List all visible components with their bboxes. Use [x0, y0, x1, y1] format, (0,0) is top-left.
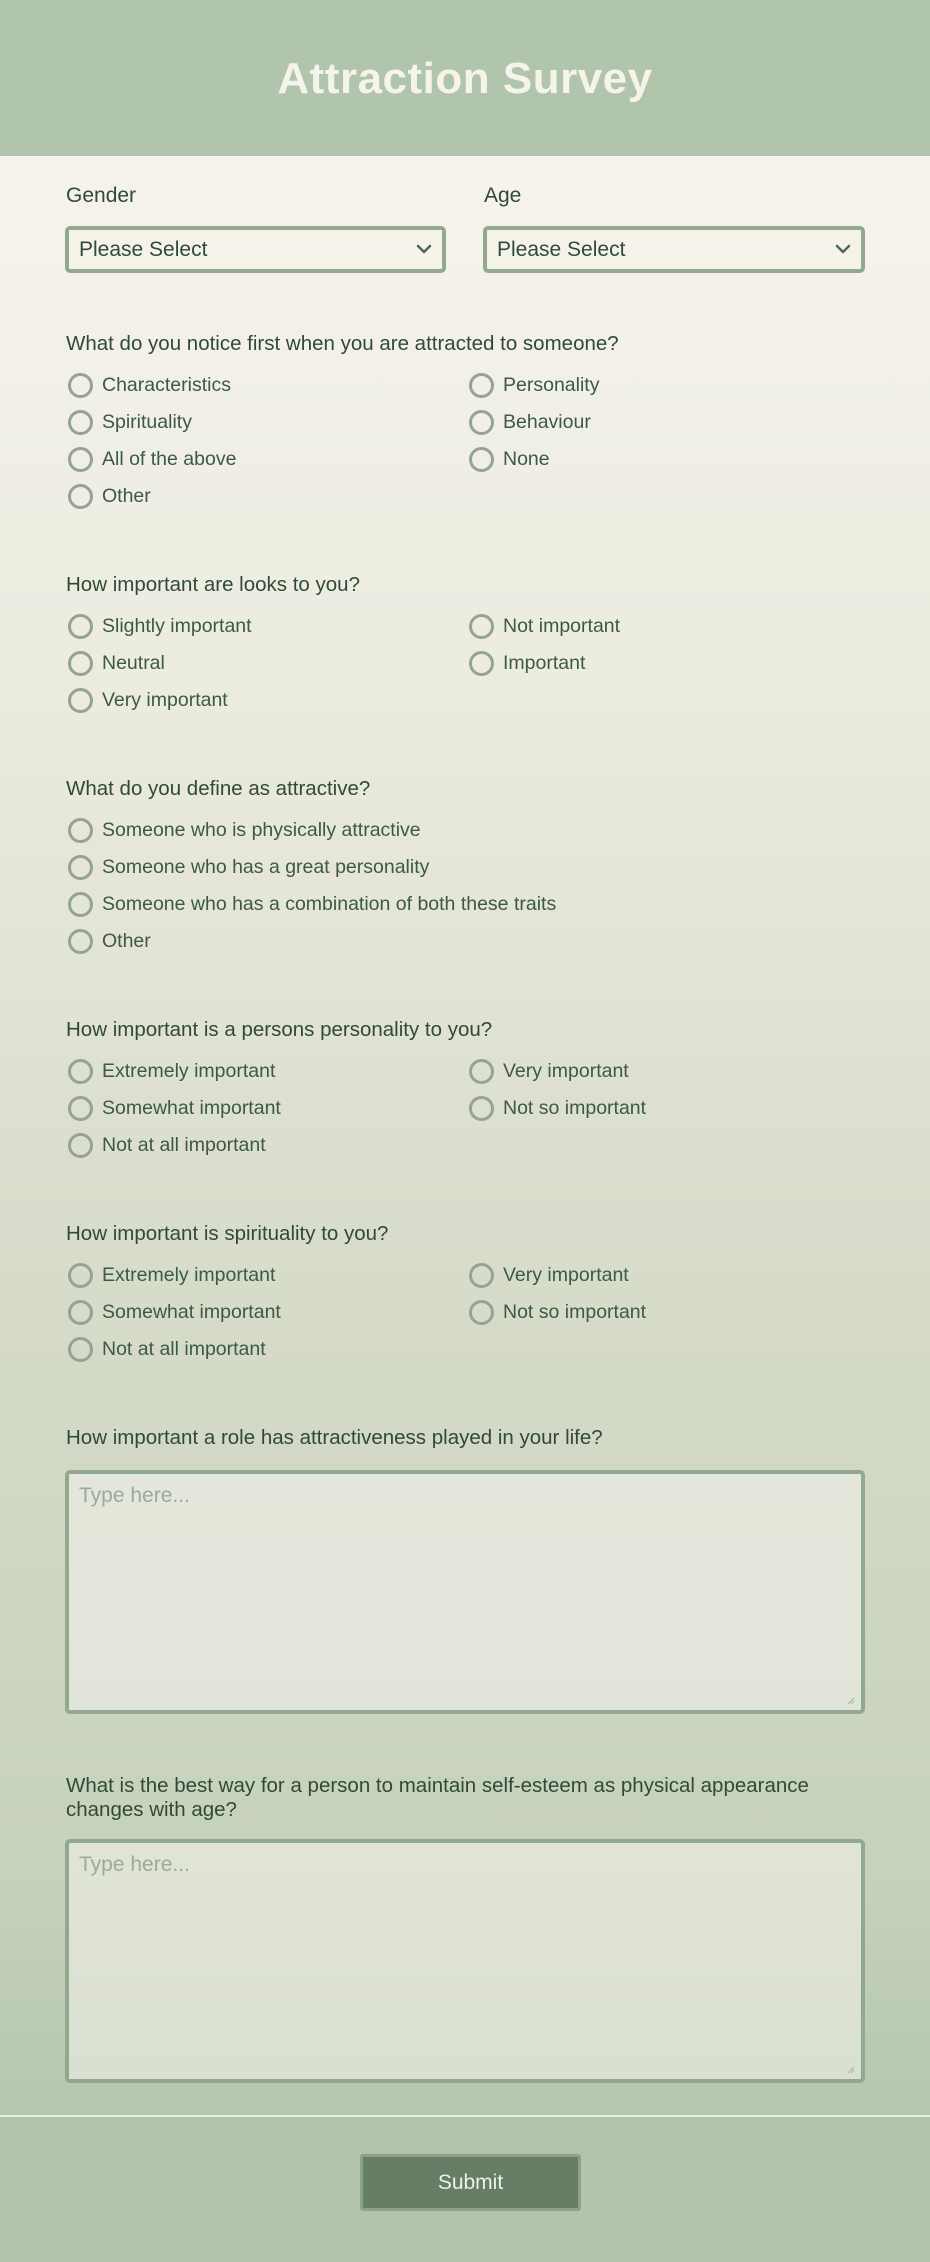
- radio-option[interactable]: [469, 1300, 646, 1325]
- radio-option[interactable]: [68, 447, 236, 472]
- radio-label: Not so important: [503, 1301, 647, 1323]
- radio-label: Other: [102, 485, 151, 507]
- radio-button[interactable]: [68, 373, 93, 398]
- radio-button[interactable]: [469, 447, 494, 472]
- radio-label: Personality: [503, 374, 600, 396]
- radio-button[interactable]: [469, 651, 494, 676]
- radio-option[interactable]: [469, 1096, 646, 1121]
- radio-button[interactable]: [68, 651, 93, 676]
- radio-button[interactable]: [469, 373, 494, 398]
- radio-option[interactable]: [68, 855, 429, 880]
- gender-select[interactable]: [65, 226, 446, 273]
- radio-label: Someone who has a combination of both these traits: [102, 893, 557, 915]
- attractiveness-role-textarea[interactable]: [65, 1470, 865, 1714]
- radio-label: Somewhat important: [102, 1301, 281, 1323]
- radio-label: None: [503, 448, 550, 470]
- radio-button[interactable]: [68, 484, 93, 509]
- survey-header: [0, 0, 930, 156]
- radio-label: Characteristics: [102, 374, 231, 396]
- radio-button[interactable]: [68, 1133, 93, 1158]
- radio-option[interactable]: [469, 410, 591, 435]
- radio-option[interactable]: [68, 1337, 266, 1362]
- chevron-down-icon: [416, 242, 432, 256]
- radio-label: Extremely important: [102, 1060, 276, 1082]
- resize-grip-icon[interactable]: [847, 2066, 855, 2074]
- submit-button[interactable]: Submit: [360, 2154, 581, 2211]
- question-define-attractive: What do you define as attractive?: [66, 777, 371, 800]
- radio-option[interactable]: [68, 373, 231, 398]
- radio-button[interactable]: [68, 447, 93, 472]
- radio-button[interactable]: [68, 1059, 93, 1084]
- gender-label: Gender: [66, 184, 137, 207]
- radio-option[interactable]: [469, 447, 550, 472]
- page-title: Attraction Survey: [277, 54, 653, 103]
- question-personality-importance: How important is a persons personality to you?: [66, 1018, 493, 1041]
- radio-button[interactable]: [68, 688, 93, 713]
- radio-button[interactable]: [68, 1337, 93, 1362]
- radio-label: Very important: [102, 689, 228, 711]
- radio-button[interactable]: [469, 1059, 494, 1084]
- radio-option[interactable]: [68, 614, 252, 639]
- radio-option[interactable]: [68, 484, 151, 509]
- radio-option[interactable]: [68, 892, 556, 917]
- radio-label: Someone who is physically attractive: [102, 819, 421, 841]
- radio-button[interactable]: [469, 410, 494, 435]
- radio-button[interactable]: [68, 614, 93, 639]
- resize-grip-icon[interactable]: [847, 1697, 855, 1705]
- radio-button[interactable]: [68, 410, 93, 435]
- radio-button[interactable]: [68, 892, 93, 917]
- radio-option[interactable]: [469, 614, 620, 639]
- radio-label: Neutral: [102, 652, 165, 674]
- self-esteem-textarea[interactable]: [65, 1839, 865, 2083]
- chevron-down-icon: [835, 242, 851, 256]
- radio-label: Very important: [503, 1060, 629, 1082]
- gender-select-value: Please Select: [79, 237, 208, 261]
- radio-button[interactable]: [68, 855, 93, 880]
- radio-option[interactable]: [469, 1059, 629, 1084]
- radio-button[interactable]: [68, 1096, 93, 1121]
- radio-option[interactable]: [68, 688, 228, 713]
- age-label: Age: [484, 184, 522, 207]
- radio-label: Important: [503, 652, 586, 674]
- radio-button[interactable]: [469, 614, 494, 639]
- radio-option[interactable]: [68, 410, 192, 435]
- radio-label: Not important: [503, 615, 621, 637]
- radio-label: Not so important: [503, 1097, 647, 1119]
- radio-label: Not at all important: [102, 1134, 266, 1156]
- radio-label: Slightly important: [102, 615, 252, 637]
- radio-option[interactable]: [469, 651, 585, 676]
- radio-option[interactable]: [68, 1263, 275, 1288]
- radio-option[interactable]: [68, 651, 165, 676]
- question-looks-importance: How important are looks to you?: [66, 573, 360, 596]
- question-first-notice: What do you notice first when you are attracted to someone?: [66, 332, 619, 355]
- radio-option[interactable]: [68, 1096, 281, 1121]
- radio-option[interactable]: [68, 929, 151, 954]
- radio-button[interactable]: [68, 1300, 93, 1325]
- radio-button[interactable]: [469, 1300, 494, 1325]
- age-select[interactable]: [483, 226, 865, 273]
- radio-option[interactable]: [68, 818, 421, 843]
- radio-label: Behaviour: [503, 411, 591, 433]
- radio-button[interactable]: [68, 818, 93, 843]
- radio-label: Someone who has a great personality: [102, 856, 430, 878]
- radio-label: Not at all important: [102, 1338, 266, 1360]
- question-self-esteem: What is the best way for a person to maintain self-esteem as physical appearance changes with age?: [66, 1774, 809, 1821]
- radio-label: Somewhat important: [102, 1097, 281, 1119]
- radio-option[interactable]: [469, 373, 599, 398]
- radio-option[interactable]: [68, 1059, 275, 1084]
- radio-label: Very important: [503, 1264, 629, 1286]
- age-select-value: Please Select: [497, 237, 626, 261]
- radio-label: Spirituality: [102, 411, 192, 433]
- radio-button[interactable]: [68, 1263, 93, 1288]
- question-spirituality-importance: How important is spirituality to you?: [66, 1222, 389, 1245]
- radio-option[interactable]: [469, 1263, 629, 1288]
- radio-label: Other: [102, 930, 151, 952]
- radio-button[interactable]: [469, 1263, 494, 1288]
- radio-label: Extremely important: [102, 1264, 276, 1286]
- radio-button[interactable]: [68, 929, 93, 954]
- radio-option[interactable]: [68, 1300, 281, 1325]
- radio-option[interactable]: [68, 1133, 266, 1158]
- question-attractiveness-role: How important a role has attractiveness played in your life?: [66, 1426, 603, 1449]
- radio-button[interactable]: [469, 1096, 494, 1121]
- radio-label: All of the above: [102, 448, 237, 470]
